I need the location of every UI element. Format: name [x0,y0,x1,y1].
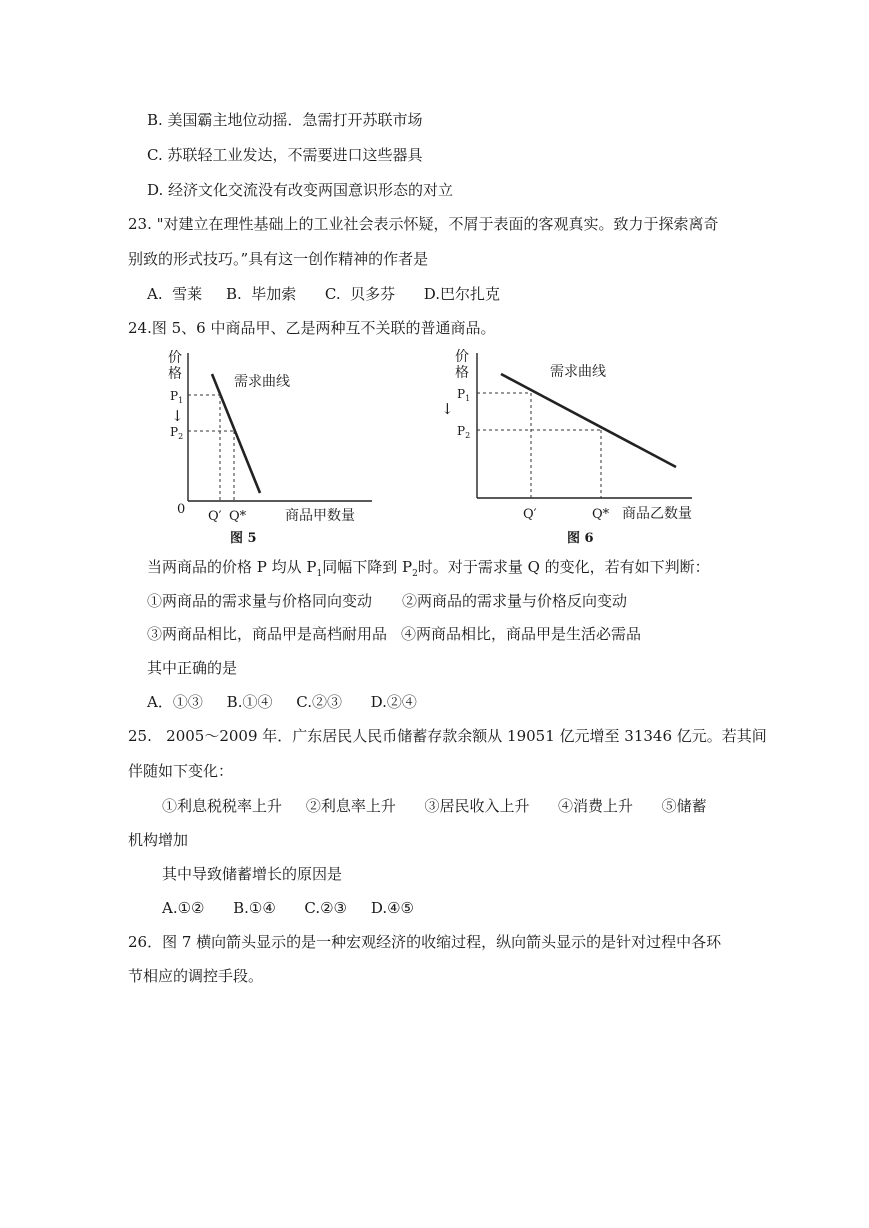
q24-item-4: ④两商品相比，商品甲是生活必需品 [401,625,642,643]
q23-stem-line1: 23. "对建立在理性基础上的工业社会表示怀疑，不屑于表面的客观真实。致力于探索离奇 [128,215,719,233]
figure-6 [440,345,715,550]
fig5-price-down-arrow: ↓ [171,407,184,425]
q22-option-d: D. 经济文化交流没有改变两国意识形态的对立 [147,181,454,199]
fig5-p1-label: $P_1$ [170,389,184,405]
q24-items-row1 [147,591,627,611]
q25-stem-line2: 伴随如下变化： [128,762,234,780]
fig5-q-prime-label: Q′ [208,509,222,524]
fig6-p1-label: $P_1$ [457,387,471,403]
fig6-demand-curve [501,374,676,467]
q24-stem: 24.图 5、6 中商品甲、乙是两种互不关联的普通商品。 [128,319,496,337]
q24-items-row2 [147,624,641,644]
fig6-price-down-arrow: ↓ [441,400,454,418]
q22-option-b: B. 美国霸主地位动摇．急需打开苏联市场 [147,111,423,129]
q24-ask: 其中正确的是 [147,659,238,677]
fig5-y-label-1: 价 [168,350,182,366]
q25-items-line1: ①利息税税率上升 ②利息率上升 ③居民收入上升 ④消费上升 ⑤储蓄 [162,797,707,815]
fig5-q-star-label: Q* [229,509,247,524]
fig6-caption: 图 6 [567,531,594,546]
q22-option-c: C. 苏联轻工业发达，不需要进口这些器具 [147,146,423,164]
fig5-curve-label: 需求曲线 [234,374,290,390]
fig5-p2-label: $P_2$ [170,425,184,441]
q23-stem-line2: 别致的形式技巧。”具有这一创作精神的作者是 [128,250,429,268]
fig6-q-star-label: Q* [592,507,610,522]
q25-options: A.①② B.①④ C.②③ D.④⑤ [162,899,414,917]
fig6-x-label: 商品乙数量 [622,506,692,522]
q25-items-line2: 机构增加 [128,831,189,849]
fig5-origin: 0 [177,502,186,517]
q26-stem-line2: 节相应的调控手段。 [128,967,264,985]
q24-intro: 当两商品的价格 P 均从 $P_1$同幅下降到 $P_2$时。对于需求量 Q 的变化，若有如下判断： [147,558,710,579]
q24-item-2: ②两商品的需求量与价格反向变动 [402,592,628,610]
fig6-curve-label: 需求曲线 [550,364,606,380]
q25-stem-line1: 25. 2005～2009 年．广东居民人民币储蓄存款余额从 19051 亿元增至 31346 亿元。若其间 [128,727,767,745]
fig5-caption: 图 5 [230,531,257,546]
q26-stem-line1: 26．图 7 横向箭头显示的是一种宏观经济的收缩过程，纵向箭头显示的是针对过程中各环 [128,933,722,951]
fig5-demand-curve [212,374,260,493]
fig6-q-prime-label: Q′ [523,507,537,522]
q23-options: A. 雪莱 B. 毕加索 C. 贝多芬 D.巴尔扎克 [147,285,501,303]
q24-item-1: ①两商品的需求量与价格同向变动 [147,592,373,610]
q24-options: A．①③ B.①④ C.②③ D.②④ [147,693,417,711]
fig6-p2-label: $P_2$ [457,424,471,440]
q25-ask: 其中导致储蓄增长的原因是 [162,865,343,883]
fig5-y-label-2: 格 [168,366,182,382]
figure-5 [150,345,390,550]
fig6-y-label-1: 价 [455,349,469,365]
fig5-x-label: 商品甲数量 [285,508,355,524]
fig6-y-label-2: 格 [455,365,469,381]
q24-item-3: ③两商品相比，商品甲是高档耐用品 [147,625,388,643]
